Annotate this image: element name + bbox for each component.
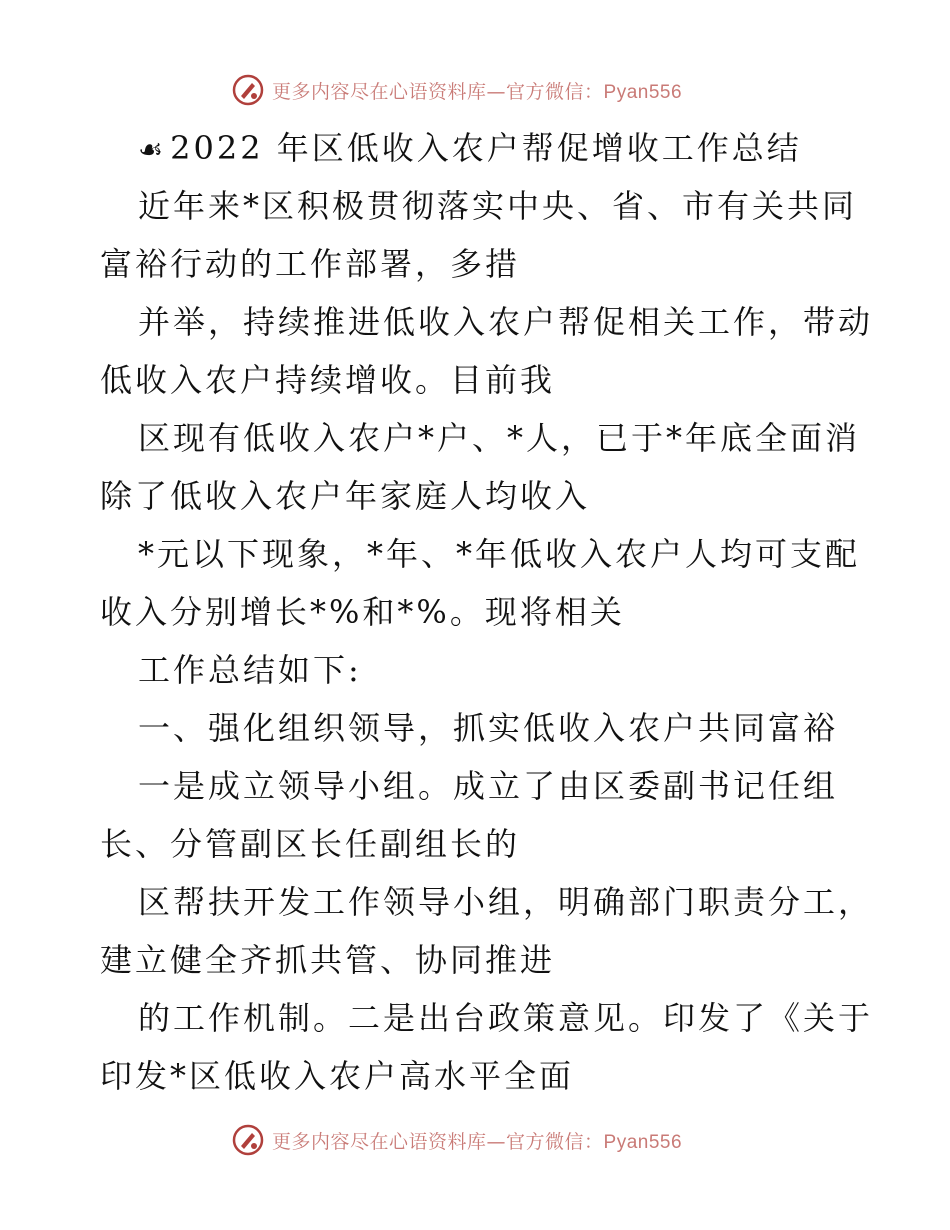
paragraph-line: 区现有低收入农户*户、*人，已于*年底全面消 xyxy=(138,419,861,457)
paragraph-line: 除了低收入农户年家庭人均收入 xyxy=(100,477,591,515)
paragraph-line: 建立健全齐抓共管、协同推进 xyxy=(100,941,556,979)
paragraph-line: 收入分别增长*%和*%。现将相关 xyxy=(100,593,625,631)
header-banner xyxy=(0,70,950,110)
wechat-id: Pyan556 xyxy=(603,82,683,103)
paragraph-line: 富裕行动的工作部署，多措 xyxy=(100,245,521,283)
brand-logo-icon xyxy=(232,1124,264,1156)
fleuron-icon: ☙ xyxy=(138,133,167,166)
section-heading: 一、强化组织领导，抓实低收入农户共同富裕 xyxy=(138,709,839,747)
paragraph-line: 并举，持续推进低收入农户帮促相关工作，带动 xyxy=(138,303,874,341)
paragraph-line: 一是成立领导小组。成立了由区委副书记任组 xyxy=(138,767,839,805)
paragraph-line: *元以下现象，*年、*年低收入农户人均可支配 xyxy=(138,535,861,573)
paragraph-line: 印发*区低收入农户高水平全面 xyxy=(100,1057,575,1095)
paragraph-line: 低收入农户持续增收。目前我 xyxy=(100,361,556,399)
footer-banner xyxy=(0,1120,950,1160)
paragraph-line: 区帮扶开发工作领导小组，明确部门职责分工， xyxy=(138,883,874,921)
document-title: ☙ 2022 年区低收入农户帮促增收工作总结 xyxy=(138,129,802,167)
banner-text: 更多内容尽在心语资料库—官方微信：Pyan556 xyxy=(272,81,683,103)
paragraph-line: 长、分管副区长任副组长的 xyxy=(100,825,521,863)
brand-logo-icon xyxy=(232,74,264,106)
paragraph-line: 工作总结如下: xyxy=(138,651,362,689)
banner-text: 更多内容尽在心语资料库—官方微信：Pyan556 xyxy=(272,1131,683,1153)
paragraph-line: 的工作机制。二是出台政策意见。印发了《关于 xyxy=(138,999,874,1037)
wechat-id: Pyan556 xyxy=(603,1132,683,1153)
paragraph-line: 近年来*区积极贯彻落实中央、省、市有关共同 xyxy=(138,187,858,225)
